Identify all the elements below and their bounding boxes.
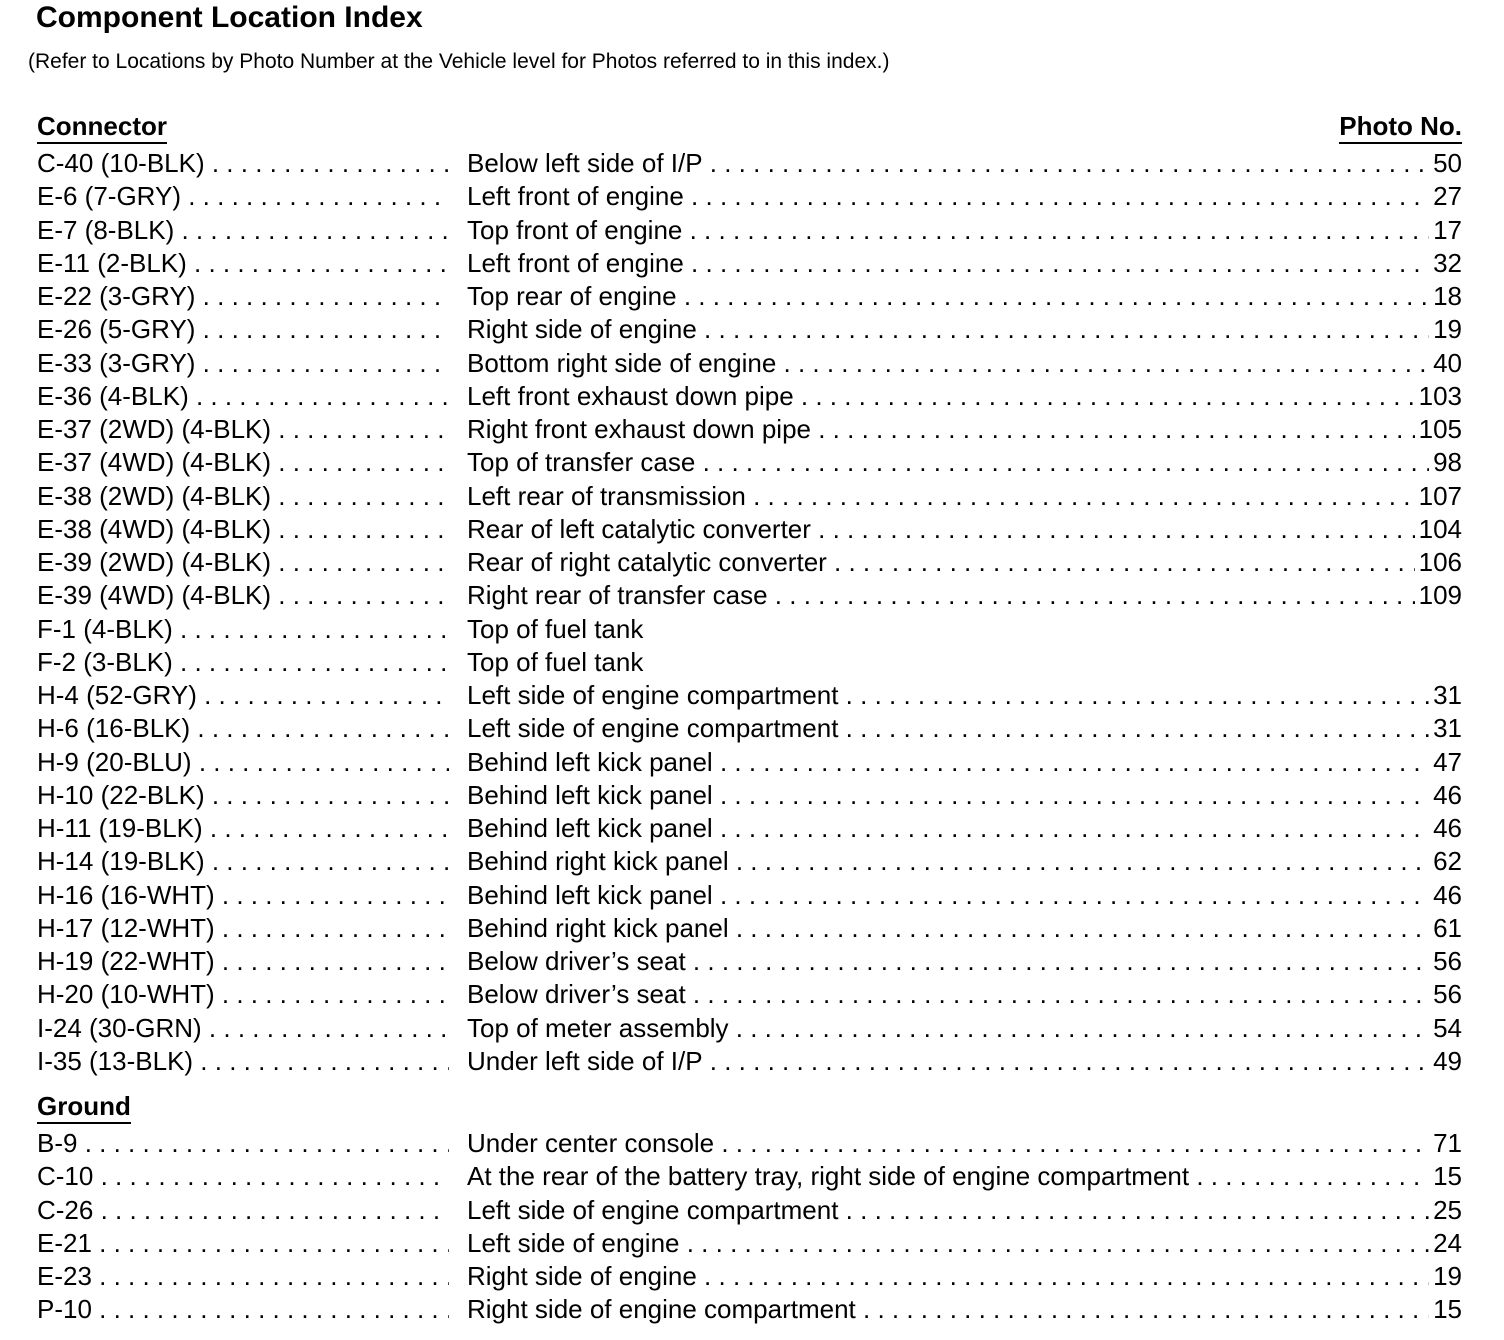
location-text: Left side of engine compartment	[467, 713, 839, 744]
table-row	[37, 1045, 1462, 1078]
location-cell	[467, 280, 1462, 313]
component-id: I-24 (30-GRN)	[37, 1012, 202, 1043]
table-row	[37, 380, 1462, 413]
ground-section-header	[37, 1091, 1462, 1123]
component-id-cell	[37, 446, 449, 479]
location-text: Right side of engine	[467, 1261, 697, 1291]
location-cell	[467, 1260, 1462, 1293]
component-id: C-40 (10-BLK)	[37, 148, 205, 178]
location-text: Right front exhaust down pipe	[467, 414, 811, 444]
component-id-cell	[37, 313, 449, 346]
component-id-cell	[37, 280, 449, 313]
component-id-cell	[37, 679, 449, 712]
connector-list	[37, 147, 1462, 1078]
component-id: E-39 (2WD) (4-BLK)	[37, 547, 272, 577]
table-row	[37, 480, 1462, 513]
component-id: E-37 (4WD) (4-BLK)	[37, 447, 272, 478]
location-text: Behind right kick panel	[467, 846, 729, 877]
component-id-cell	[37, 779, 449, 812]
component-id: H-14 (19-BLK)	[37, 846, 205, 877]
table-row	[37, 912, 1462, 945]
location-text: Behind left kick panel	[467, 779, 713, 810]
location-text: Top of meter assembly	[467, 1012, 729, 1043]
component-id: H-19 (22-WHT)	[37, 946, 215, 976]
photo-number: 56	[1429, 978, 1462, 1011]
location-text: Below left side of I/P	[467, 148, 703, 178]
photo-number: 24	[1429, 1227, 1462, 1260]
component-id: H-20 (10-WHT)	[37, 979, 215, 1010]
table-row	[37, 513, 1462, 546]
location-text: Rear of left catalytic converter	[467, 513, 811, 544]
table-row	[37, 280, 1462, 313]
photo-number: 25	[1429, 1194, 1462, 1227]
table-row	[37, 1127, 1462, 1160]
location-text: Top of fuel tank	[467, 646, 644, 677]
location-cell	[467, 480, 1462, 513]
component-id-cell	[37, 1227, 449, 1260]
table-row	[37, 845, 1462, 878]
component-id: E-39 (4WD) (4-BLK)	[37, 580, 272, 611]
component-id-cell	[37, 180, 449, 213]
location-text: Left rear of transmission	[467, 480, 746, 511]
photo-number: 27	[1429, 180, 1462, 213]
component-id: B-9	[37, 1128, 78, 1158]
location-text: Left front of engine	[467, 181, 684, 212]
photo-number: 106	[1415, 546, 1462, 579]
location-text: Below driver’s seat	[467, 979, 686, 1010]
component-id-cell	[37, 912, 449, 945]
component-id: E-36 (4-BLK)	[37, 380, 189, 411]
component-id-cell	[37, 413, 449, 446]
table-row	[37, 812, 1462, 845]
table-row	[37, 1227, 1462, 1260]
location-cell	[467, 1127, 1462, 1160]
location-cell	[467, 579, 1462, 612]
component-id-cell	[37, 1260, 449, 1293]
location-text: Behind left kick panel	[467, 746, 713, 777]
location-cell	[467, 1012, 1462, 1045]
location-text: Right side of engine compartment	[467, 1294, 856, 1325]
component-id: E-33 (3-GRY)	[37, 347, 196, 378]
page-title: Component Location Index	[36, 1, 423, 34]
location-cell	[467, 513, 1462, 546]
location-cell	[467, 712, 1462, 745]
component-id-cell	[37, 845, 449, 878]
component-id: E-21	[37, 1227, 92, 1258]
location-cell	[467, 446, 1462, 479]
table-row	[37, 579, 1462, 612]
photo-number: 107	[1415, 480, 1462, 513]
location-text: Rear of right catalytic converter	[467, 547, 827, 577]
location-cell	[467, 147, 1462, 180]
photo-number: 62	[1429, 845, 1462, 878]
table-row	[37, 147, 1462, 180]
location-cell	[467, 746, 1462, 779]
table-row	[37, 679, 1462, 712]
photo-number: 17	[1429, 214, 1462, 247]
photo-number: 46	[1429, 812, 1462, 845]
location-text: Under center console	[467, 1128, 715, 1158]
component-id: H-16 (16-WHT)	[37, 879, 215, 910]
photo-number: 19	[1429, 1260, 1462, 1293]
component-id: E-11 (2-BLK)	[37, 247, 187, 278]
location-cell	[467, 380, 1462, 413]
location-cell	[467, 1160, 1462, 1193]
location-cell	[467, 679, 1462, 712]
table-row	[37, 613, 1462, 646]
photo-number: 61	[1429, 912, 1462, 945]
table-row	[37, 347, 1462, 380]
location-text: Right side of engine	[467, 314, 697, 345]
location-text: Top front of engine	[467, 214, 683, 245]
location-cell	[467, 347, 1462, 380]
photo-number: 98	[1429, 446, 1462, 479]
component-id: C-10	[37, 1161, 94, 1192]
photo-number: 46	[1429, 879, 1462, 912]
component-id-cell	[37, 380, 449, 413]
table-row	[37, 180, 1462, 213]
component-id: H-11 (19-BLK)	[37, 813, 203, 843]
table-row	[37, 945, 1462, 978]
table-row	[37, 247, 1462, 280]
table-row	[37, 746, 1462, 779]
table-row	[37, 1012, 1462, 1045]
location-text: Left front exhaust down pipe	[467, 380, 794, 411]
photo-number: 31	[1429, 679, 1462, 712]
photo-number: 104	[1415, 513, 1462, 546]
location-text: Left side of engine	[467, 1227, 680, 1258]
table-row	[37, 546, 1462, 579]
table-row	[37, 446, 1462, 479]
photo-number: 46	[1429, 779, 1462, 812]
component-id-cell	[37, 1127, 449, 1160]
location-cell	[467, 812, 1462, 845]
table-row	[37, 646, 1462, 679]
component-id: H-9 (20-BLU)	[37, 746, 192, 777]
component-id: H-17 (12-WHT)	[37, 912, 215, 943]
component-id-cell	[37, 347, 449, 380]
location-text: Behind left kick panel	[467, 813, 713, 843]
component-id-cell	[37, 1045, 449, 1078]
component-id-cell	[37, 1293, 449, 1326]
ground-heading: Ground	[37, 1091, 131, 1124]
component-id-cell	[37, 546, 449, 579]
component-id-cell	[37, 978, 449, 1011]
table-row	[37, 1260, 1462, 1293]
location-cell	[467, 247, 1462, 280]
component-id: F-2 (3-BLK)	[37, 646, 173, 677]
location-cell	[467, 214, 1462, 247]
connector-section-header	[37, 111, 1462, 143]
table-row	[37, 214, 1462, 247]
photo-number: 103	[1415, 380, 1462, 413]
component-id-cell	[37, 646, 449, 679]
table-row	[37, 978, 1462, 1011]
photo-number: 15	[1429, 1160, 1462, 1193]
location-cell	[467, 180, 1462, 213]
photo-number: 15	[1429, 1293, 1462, 1326]
table-row	[37, 712, 1462, 745]
location-text: Left side of engine compartment	[467, 1194, 839, 1225]
component-id-cell	[37, 147, 449, 180]
location-cell	[467, 912, 1462, 945]
component-id: H-4 (52-GRY)	[37, 680, 197, 710]
photo-number: 32	[1429, 247, 1462, 280]
component-id: E-38 (4WD) (4-BLK)	[37, 513, 272, 544]
table-row	[37, 1293, 1462, 1326]
component-id: E-22 (3-GRY)	[37, 281, 196, 311]
component-id: P-10	[37, 1294, 92, 1325]
component-id: H-10 (22-BLK)	[37, 779, 205, 810]
location-text: Behind left kick panel	[467, 879, 713, 910]
location-cell	[467, 313, 1462, 346]
photo-number: 54	[1429, 1012, 1462, 1045]
photo-number: 47	[1429, 746, 1462, 779]
component-id-cell	[37, 1012, 449, 1045]
location-cell	[467, 613, 1462, 646]
photo-number: 40	[1429, 347, 1462, 380]
location-text: Behind right kick panel	[467, 912, 729, 943]
component-id: I-35 (13-BLK)	[37, 1045, 194, 1076]
location-cell	[467, 879, 1462, 912]
table-row	[37, 779, 1462, 812]
component-id-cell	[37, 247, 449, 280]
location-text: Top of transfer case	[467, 447, 696, 478]
component-id-cell	[37, 945, 449, 978]
table-row	[37, 879, 1462, 912]
component-id-cell	[37, 746, 449, 779]
component-id-cell	[37, 513, 449, 546]
location-text: Below driver’s seat	[467, 946, 686, 976]
photo-number: 19	[1429, 313, 1462, 346]
location-text: Top of fuel tank	[467, 613, 644, 644]
component-id: E-23	[37, 1261, 92, 1291]
component-id-cell	[37, 480, 449, 513]
location-text: Left front of engine	[467, 247, 684, 278]
table-row	[37, 1194, 1462, 1227]
location-cell	[467, 413, 1462, 446]
location-cell	[467, 1045, 1462, 1078]
location-cell	[467, 546, 1462, 579]
component-id-cell	[37, 812, 449, 845]
component-id: E-37 (2WD) (4-BLK)	[37, 414, 272, 444]
photo-number: 71	[1429, 1127, 1462, 1160]
component-id-cell	[37, 579, 449, 612]
location-text: Top rear of engine	[467, 281, 677, 311]
photo-number: 18	[1429, 280, 1462, 313]
component-id-cell	[37, 214, 449, 247]
location-cell	[467, 779, 1462, 812]
location-cell	[467, 978, 1462, 1011]
component-id-cell	[37, 1160, 449, 1193]
component-id: E-26 (5-GRY)	[37, 314, 196, 345]
location-text: At the rear of the battery tray, right side of engine compartment	[467, 1161, 1190, 1192]
location-cell	[467, 1194, 1462, 1227]
location-text: Right rear of transfer case	[467, 580, 768, 611]
component-id: F-1 (4-BLK)	[37, 613, 173, 644]
ground-list	[37, 1127, 1462, 1327]
location-text: Left side of engine compartment	[467, 680, 839, 710]
component-id: E-6 (7-GRY)	[37, 181, 181, 212]
page-subtitle: (Refer to Locations by Photo Number at the Vehicle level for Photos referred to in this index.)	[28, 50, 890, 73]
table-row	[37, 313, 1462, 346]
photo-number: 49	[1429, 1045, 1462, 1078]
component-id: C-26	[37, 1194, 94, 1225]
component-id-cell	[37, 712, 449, 745]
photo-number: 50	[1429, 147, 1462, 180]
photo-number: 105	[1415, 413, 1462, 446]
location-cell	[467, 646, 1462, 679]
connector-heading: Connector	[37, 111, 167, 144]
component-id: E-7 (8-BLK)	[37, 214, 175, 245]
photo-number: 109	[1415, 579, 1462, 612]
location-cell	[467, 1227, 1462, 1260]
component-id-cell	[37, 1194, 449, 1227]
location-cell	[467, 1293, 1462, 1326]
table-row	[37, 413, 1462, 446]
component-id: H-6 (16-BLK)	[37, 713, 191, 744]
component-id-cell	[37, 613, 449, 646]
component-id-cell	[37, 879, 449, 912]
location-cell	[467, 845, 1462, 878]
location-cell	[467, 945, 1462, 978]
component-id: E-38 (2WD) (4-BLK)	[37, 480, 272, 511]
photo-number: 31	[1429, 712, 1462, 745]
location-text: Bottom right side of engine	[467, 347, 777, 378]
table-row	[37, 1160, 1462, 1193]
photo-number-heading: Photo No.	[1339, 111, 1462, 144]
location-text: Under left side of I/P	[467, 1045, 703, 1076]
photo-number: 56	[1429, 945, 1462, 978]
